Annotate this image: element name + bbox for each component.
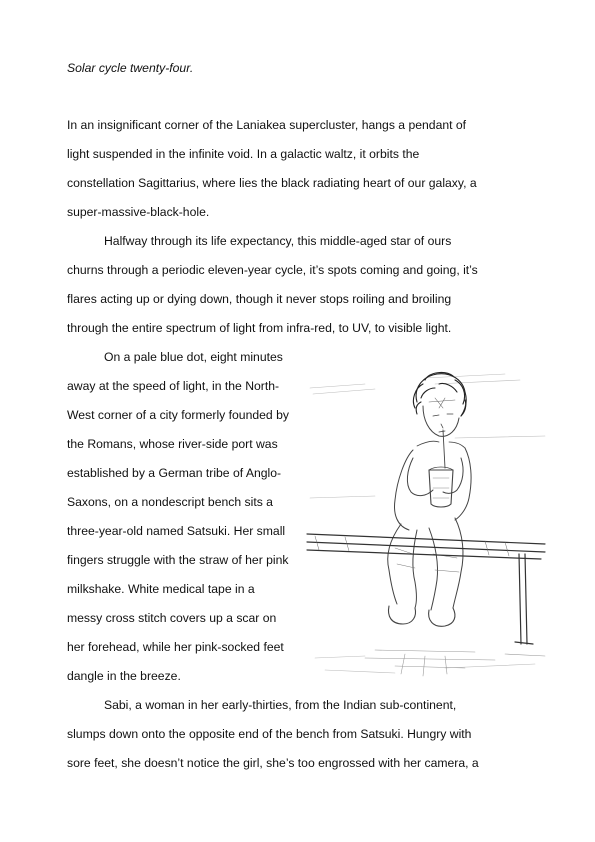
paragraph-3-line-5: established by a German tribe of Anglo- (67, 466, 282, 480)
document-heading: Solar cycle twenty-four. (67, 61, 194, 75)
paragraph-2-line-2: churns through a periodic eleven-year cycle, it’s spots coming and going, it’s (67, 263, 478, 277)
paragraph-3-line-6: Saxons, on a nondescript bench sits a (67, 495, 273, 509)
paragraph-3-line-10: messy cross stitch covers up a scar on (67, 611, 277, 625)
paragraph-3-line-8: fingers struggle with the straw of her pink (67, 553, 289, 567)
paragraph-3-line-4: the Romans, whose river-side port was (67, 437, 278, 451)
paragraph-1-line-2: light suspended in the infinite void. In a galactic waltz, it orbits the (67, 147, 420, 161)
paragraph-1-line-4: super-massive-black-hole. (67, 205, 210, 219)
paragraph-2-line-1: Halfway through its life expectancy, this middle-aged star of ours (104, 234, 452, 248)
paragraph-3-line-2: away at the speed of light, in the North- (67, 379, 280, 393)
paragraph-3-line-7: three-year-old named Satsuki. Her small (67, 524, 286, 538)
paragraph-3-line-1: On a pale blue dot, eight minutes (104, 350, 283, 364)
paragraph-4-line-3: sore feet, she doesn’t notice the girl, she’s too engrossed with her camera, a (67, 756, 479, 770)
paragraph-4-line-1: Sabi, a woman in her early-thirties, from the Indian sub-continent, (104, 698, 457, 712)
child-on-bench-sketch (305, 358, 550, 680)
paragraph-3-line-12: dangle in the breeze. (67, 669, 181, 683)
paragraph-3-line-11: her forehead, while her pink-socked feet (67, 640, 284, 654)
paragraph-3-line-3: West corner of a city formerly founded by (67, 408, 289, 422)
paragraph-4-line-2: slumps down onto the opposite end of the bench from Satsuki. Hungry with (67, 727, 472, 741)
paragraph-3-line-9: milkshake. White medical tape in a (67, 582, 255, 596)
paragraph-2-line-3: flares acting up or dying down, though it never stops roiling and broiling (67, 292, 452, 306)
paragraph-1-line-3: constellation Sagittarius, where lies the black radiating heart of our galaxy, a (67, 176, 477, 190)
paragraph-1-line-1: In an insignificant corner of the Laniakea supercluster, hangs a pendant of (67, 118, 467, 132)
paragraph-2-line-4: through the entire spectrum of light from infra-red, to UV, to visible light. (67, 321, 452, 335)
